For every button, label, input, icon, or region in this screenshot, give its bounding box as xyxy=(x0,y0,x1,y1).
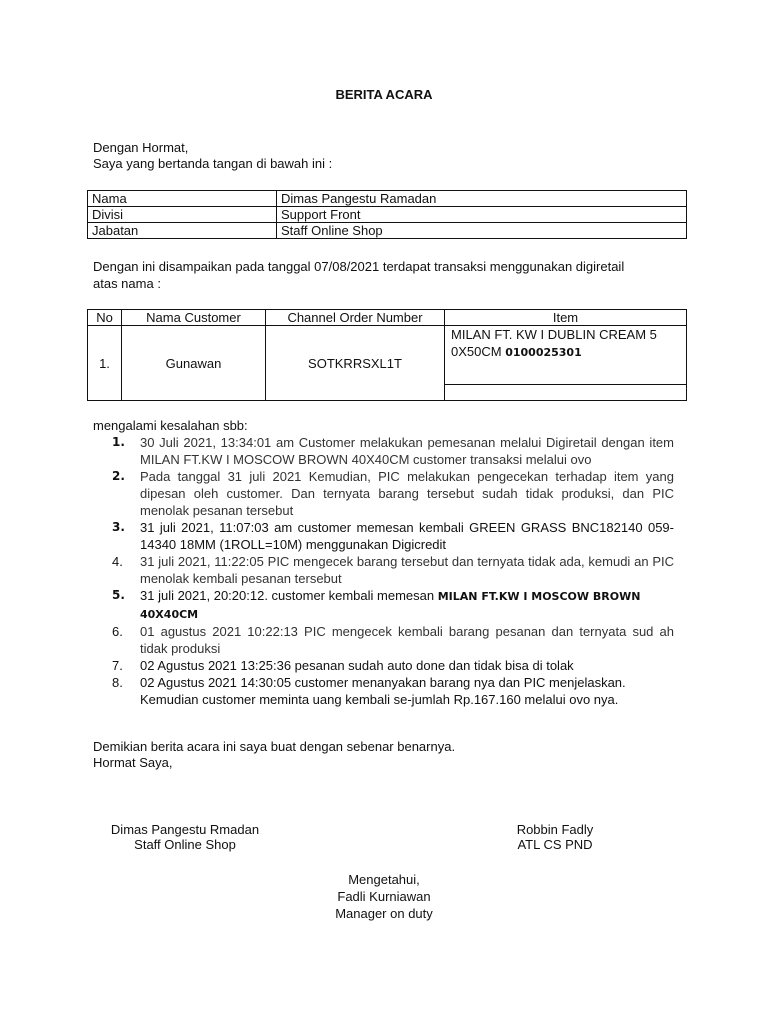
closing-text: Demikian berita acara ini saya buat dengan sebenar benarnya. xyxy=(93,739,456,754)
header-item: Item xyxy=(445,310,687,326)
identity-label: Nama xyxy=(88,191,277,207)
list-item-number: 5. xyxy=(112,588,125,602)
identity-value: Staff Online Shop xyxy=(277,223,687,239)
list-item-text-normal: 31 juli 2021, 20:20:12. customer kembali memesan xyxy=(140,588,438,603)
list-item-number: 1. xyxy=(112,435,125,449)
identity-label: Jabatan xyxy=(88,223,277,239)
signer-right-role: ATL CS PND xyxy=(517,837,593,852)
list-item-number: 6. xyxy=(112,624,123,639)
list-item-text: 01 agustus 2021 10:22:13 PIC mengecek kembali barang pesanan dan ternyata sud ah tidak produksi xyxy=(140,624,674,656)
item-line-2: 0X50CM xyxy=(451,344,506,359)
identity-value: Support Front xyxy=(277,207,687,223)
order-number: SOTKRRSXL1T xyxy=(266,326,445,401)
signer-left-role: Staff Online Shop xyxy=(134,837,236,852)
identity-row xyxy=(88,191,687,207)
identity-row xyxy=(88,207,687,223)
order-item-empty xyxy=(445,385,687,401)
list-item-text: 02 Agustus 2021 13:25:36 pesanan sudah auto done dan tidak bisa di tolak xyxy=(140,658,574,673)
signer-right xyxy=(490,822,620,852)
identity-label: Divisi xyxy=(88,207,277,223)
identity-row xyxy=(88,223,687,239)
statement-line-1: Dengan ini disampaikan pada tanggal 07/08/2021 terdapat transaksi menggunakan digiretail xyxy=(93,259,625,274)
acknowledgement-label: Mengetahui, xyxy=(348,872,420,887)
list-item-number: 2. xyxy=(112,469,125,483)
order-no: 1. xyxy=(88,326,122,401)
list-item-number: 4. xyxy=(112,554,123,569)
acknowledgement-name: Fadli Kurniawan xyxy=(337,889,431,904)
list-item-number: 7. xyxy=(112,658,123,673)
list-item-text: 30 Juli 2021, 13:34:01 am Customer melakukan pemesanan melalui Digiretail dengan item MILAN FT.KW I MOSCOW BROWN 40X40CM customer transaksi melalui ovo xyxy=(140,435,674,467)
list-item-number: 3. xyxy=(112,520,125,534)
acknowledgement-role: Manager on duty xyxy=(335,906,433,921)
header-customer: Nama Customer xyxy=(122,310,266,326)
order-row xyxy=(88,326,687,385)
signer-right-name: Robbin Fadly xyxy=(516,822,594,837)
identity-value: Dimas Pangestu Ramadan xyxy=(277,191,687,207)
list-item xyxy=(112,623,674,657)
order-customer: Gunawan xyxy=(122,326,266,401)
list-item xyxy=(112,468,674,519)
intro-text: Saya yang bertanda tangan di bawah ini : xyxy=(93,156,333,171)
issues-list xyxy=(112,434,674,708)
list-item xyxy=(112,434,674,468)
header-no: No xyxy=(88,310,122,326)
list-item-text xyxy=(140,587,674,623)
list-item-text: 31 juli 2021, 11:07:03 am customer memesan kembali GREEN GRASS BNC182140 059-14340 18MM (1ROLL=10M) menggunakan Digicredit xyxy=(140,520,674,552)
signer-left-name: Dimas Pangestu Rmadan xyxy=(110,822,260,837)
item-line-1: MILAN FT. KW I DUBLIN CREAM 5 xyxy=(451,327,657,342)
statement-line-2: atas nama : xyxy=(93,276,161,291)
acknowledgement xyxy=(0,871,768,922)
issues-intro: mengalami kesalahan sbb: xyxy=(93,418,248,433)
list-item xyxy=(112,519,674,553)
order-item xyxy=(445,326,687,385)
identity-table xyxy=(87,190,687,239)
list-item-number: 8. xyxy=(112,675,123,690)
list-item xyxy=(112,553,674,587)
signer-left xyxy=(100,822,270,852)
list-item-text: 02 Agustus 2021 14:30:05 customer menanyakan barang nya dan PIC menjelaskan. Kemudian customer meminta uang kembali se-jumlah Rp.167.160 melalui ovo nya. xyxy=(140,675,626,707)
greeting: Dengan Hormat, xyxy=(93,140,189,155)
list-item xyxy=(112,657,674,674)
header-order-number: Channel Order Number xyxy=(266,310,445,326)
order-table-header xyxy=(88,310,687,326)
document-title: BERITA ACARA xyxy=(335,87,433,102)
list-item-text: Pada tanggal 31 juli 2021 Kemudian, PIC melakukan pengecekan terhadap item yang dipesan oleh customer. Dan ternyata barang tersebut sudah tidak produksi, dan PIC menolak pesanan tersebut xyxy=(140,469,674,518)
order-table xyxy=(87,309,687,401)
list-item xyxy=(112,674,674,708)
list-item-text-bold: MILAN FT.KW I MOSCOW BROWN 40X40CM xyxy=(140,590,641,621)
regards-text: Hormat Saya, xyxy=(93,755,173,770)
list-item-text: 31 juli 2021, 11:22:05 PIC mengecek barang tersebut dan ternyata tidak ada, kemudi an PIC menolak kembali pesanan tersebut xyxy=(140,554,674,586)
item-code: 0100025301 xyxy=(505,346,582,359)
list-item xyxy=(112,587,674,623)
